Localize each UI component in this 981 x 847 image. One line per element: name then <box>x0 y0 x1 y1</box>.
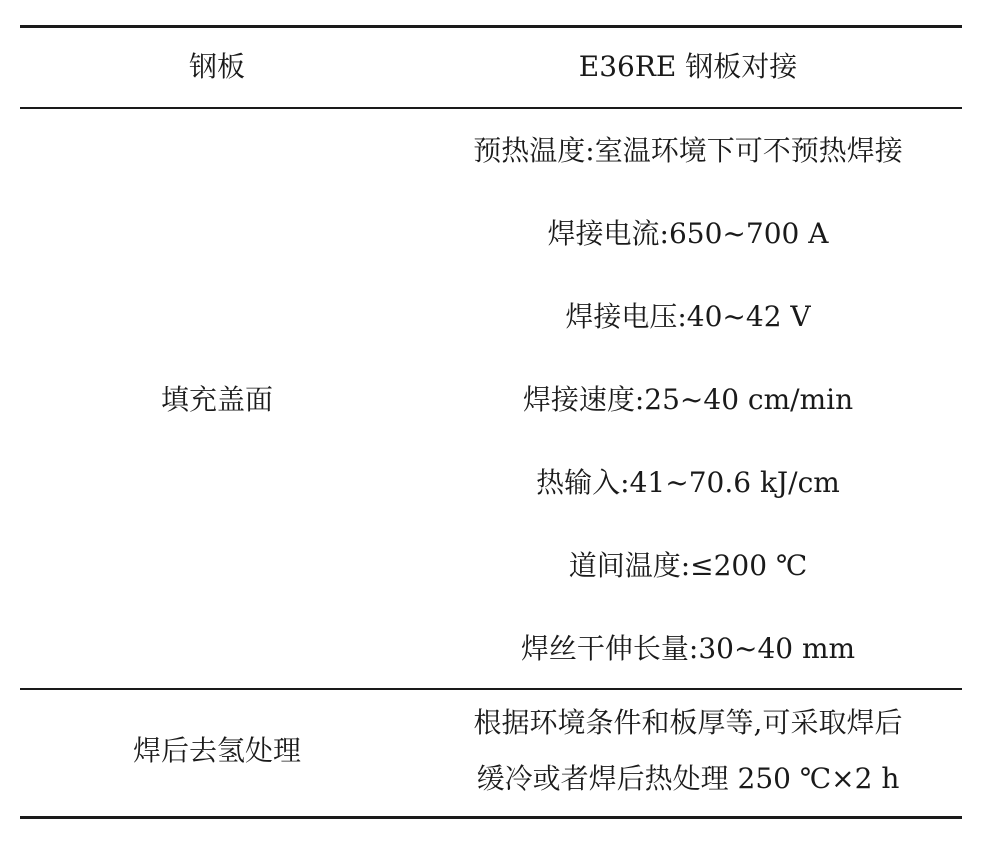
header-e36re-butt-joint: E36RE 钢板对接 <box>578 50 798 83</box>
param-preheat-temperature: 预热温度:室温环境下可不预热焊接 <box>473 134 903 167</box>
row-label-post-weld-dehydrogenation: 焊后去氢处理 <box>132 734 301 767</box>
param-welding-current: 焊接电流:650~700 A <box>547 217 829 250</box>
post-weld-note-line-1: 根据环境条件和板厚等,可采取焊后 <box>473 706 903 739</box>
param-welding-speed: 焊接速度:25~40 cm/min <box>522 383 854 416</box>
table-top-rule <box>20 25 962 28</box>
param-interpass-temperature: 道间温度:≤200 ℃ <box>568 549 808 582</box>
header-rule <box>20 107 962 109</box>
post-weld-note-line-2: 缓冷或者焊后热处理 250 ℃×2 h <box>476 762 900 795</box>
section-rule <box>20 688 962 690</box>
param-heat-input: 热输入:41~70.6 kJ/cm <box>536 466 840 499</box>
header-steel-plate: 钢板 <box>188 50 245 83</box>
row-label-fill-cap: 填充盖面 <box>160 383 273 416</box>
table-bottom-rule <box>20 816 962 819</box>
param-wire-stickout: 焊丝干伸长量:30~40 mm <box>520 632 856 665</box>
param-welding-voltage: 焊接电压:40~42 V <box>565 300 811 333</box>
